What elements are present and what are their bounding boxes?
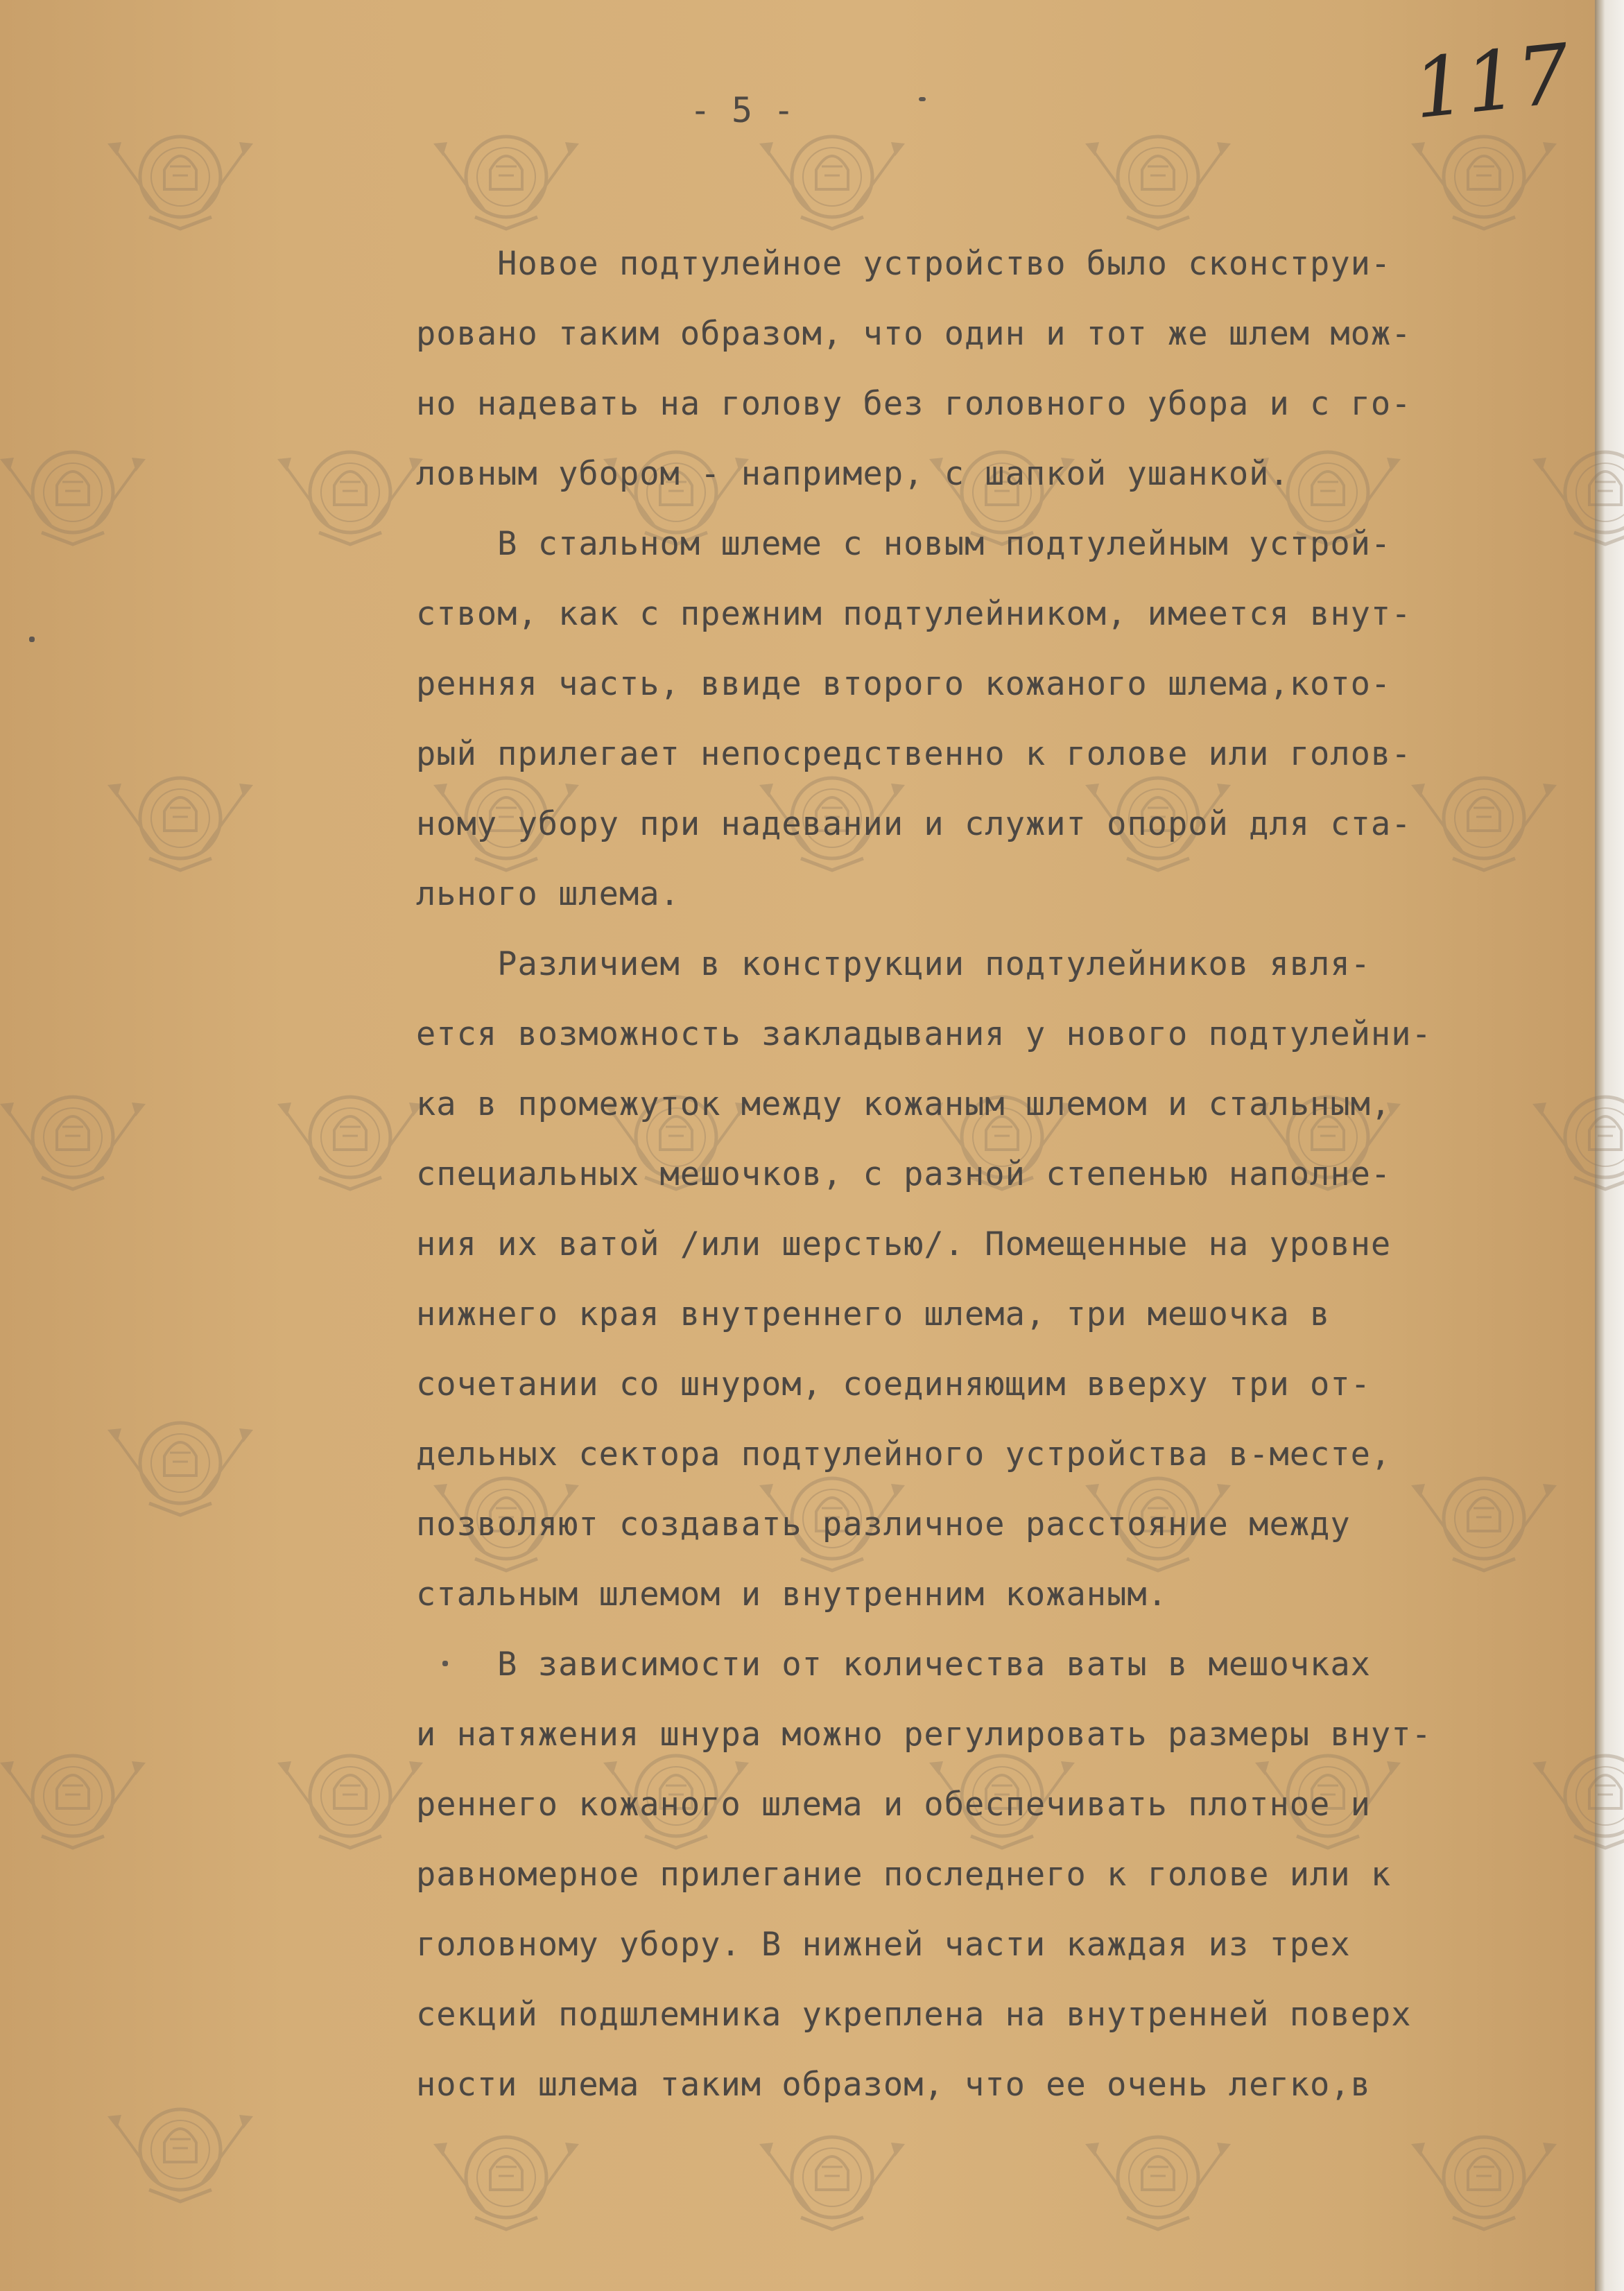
typed-text-body: [416, 229, 1581, 2120]
text-line: ренняя часть, ввиде второго кожаного шлема,кото-: [416, 665, 1392, 703]
text-line: нижнего края внутреннего шлема, три мешочка в: [416, 1295, 1331, 1333]
text-line: ния их ватой /или шерстью/. Помещенные на уровне: [416, 1225, 1392, 1263]
text-line: Новое подтулейное устройство было сконструи-: [416, 245, 1392, 283]
text-line: рый прилегает непосредственно к голове или голов-: [416, 735, 1412, 773]
text-line: В зависимости от количества ваты в мешочках: [416, 1645, 1371, 1684]
text-line: стальным шлемом и внутренним кожаным.: [416, 1575, 1168, 1614]
text-line: но надевать на голову без головного убора и с го-: [416, 385, 1412, 423]
text-line: ному убору при надевании и служит опорой для ста-: [416, 805, 1412, 843]
text-line: ности шлема таким образом, что ее очень легко,в: [416, 2066, 1371, 2104]
text-line: сочетании со шнуром, соединяющим вверху три от-: [416, 1365, 1371, 1403]
text-line: реннего кожаного шлема и обеспечивать плотное и: [416, 1786, 1371, 1824]
page-edge: [1595, 0, 1624, 2291]
text-line: ка в промежуток между кожаным шлемом и стальным,: [416, 1085, 1392, 1123]
text-line: специальных мешочков, с разной степенью наполне-: [416, 1155, 1392, 1193]
text-line: секций подшлемника укреплена на внутренней поверх: [416, 1996, 1412, 2034]
page-number: - 5 -: [689, 90, 795, 130]
text-line: В стальном шлеме с новым подтулейным устрой-: [416, 525, 1392, 563]
text-line: и натяжения шнура можно регулировать размеры внут-: [416, 1715, 1432, 1754]
text-line: головному убору. В нижней части каждая из трех: [416, 1926, 1351, 1964]
ink-speck: [919, 97, 926, 101]
text-line: ством, как с прежним подтулейником, имеется внут-: [416, 595, 1412, 633]
text-line: равномерное прилегание последнего к голове или к: [416, 1856, 1392, 1894]
ink-speck: [29, 637, 35, 642]
text-line: дельных сектора подтулейного устройства в-месте,: [416, 1435, 1392, 1473]
text-line: ровано таким образом, что один и тот же шлем мож-: [416, 315, 1412, 353]
handwritten-sheet-number: 117: [1408, 25, 1575, 137]
text-line: ловным убором - например, с шапкой ушанкой.: [416, 455, 1290, 493]
text-line: льного шлема.: [416, 875, 680, 913]
text-line: Различием в конструкции подтулейников явля-: [416, 945, 1371, 983]
text-line: ется возможность закладывания у нового подтулейни-: [416, 1015, 1432, 1053]
text-line: позволяют создавать различное расстояние между: [416, 1505, 1351, 1544]
